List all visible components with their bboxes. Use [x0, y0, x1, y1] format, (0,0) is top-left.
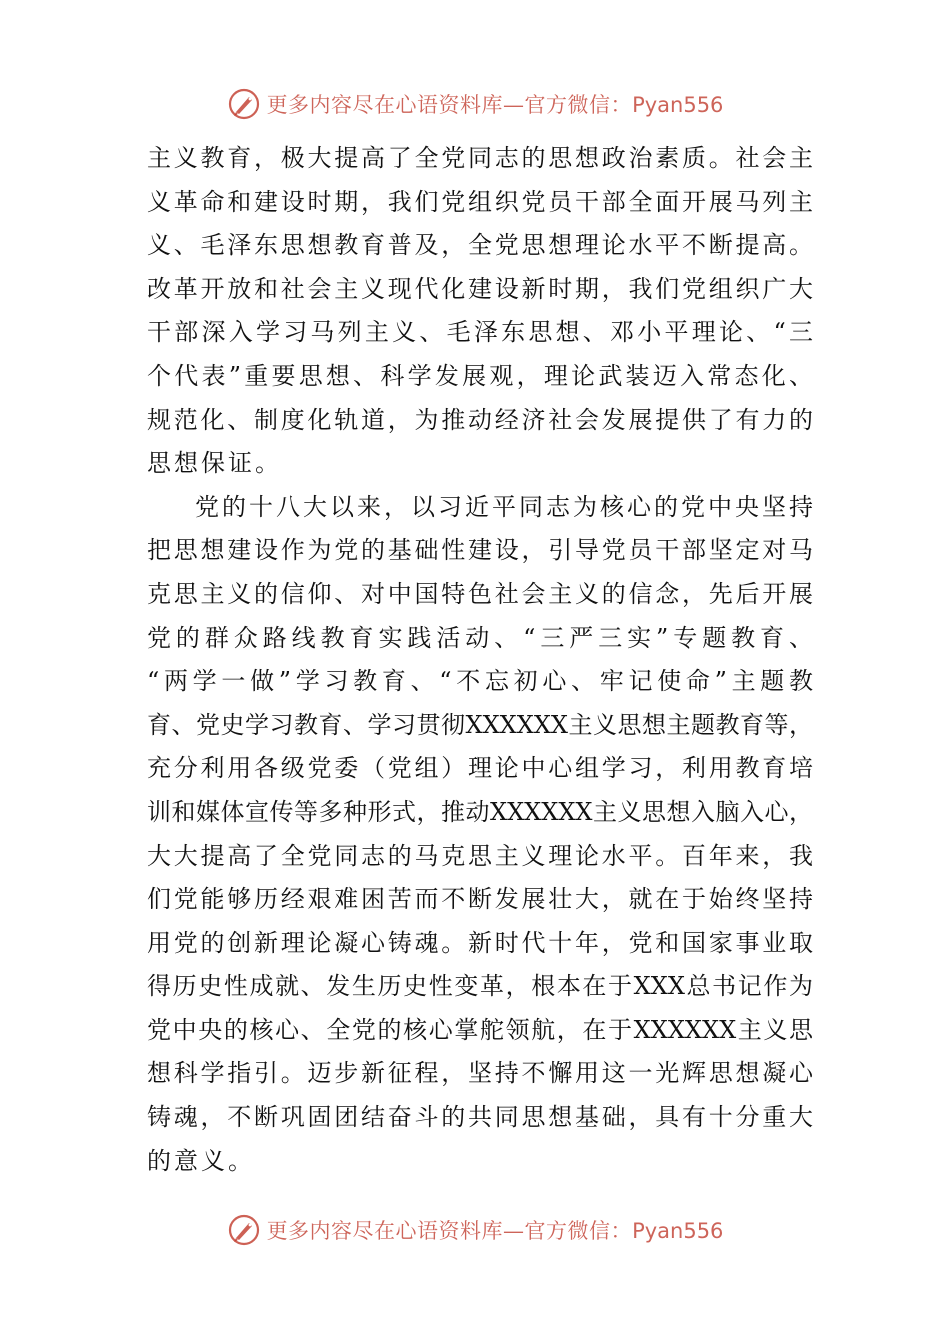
text-line: 大大提高了全党同志的马克思主义理论水平。百年来，我	[147, 841, 813, 870]
watermark-brand: Pyan556	[632, 93, 724, 117]
watermark-text: 更多内容尽在心语资料库—官方微信：Pyan556	[266, 1219, 724, 1243]
text-line: 克思主义的信仰、对中国特色社会主义的信念，先后开展	[147, 579, 813, 608]
text-line: 思想保证。	[147, 449, 282, 478]
text-line: 想科学指引。迈步新征程，坚持不懈用这一光辉思想凝心	[147, 1059, 813, 1088]
fountain-pen-icon	[227, 1213, 261, 1247]
text-line: 铸魂，不断巩固团结奋斗的共同思想基础，具有十分重大	[147, 1103, 813, 1132]
text-line: 充分利用各级党委（党组）理论中心组学习，利用教育培	[147, 754, 813, 783]
text-line: 义革命和建设时期，我们党组织党员干部全面开展马列主	[147, 187, 813, 216]
text-line: 义、毛泽东思想教育普及，全党思想理论水平不断提高。	[147, 231, 813, 260]
text-line: 得历史性成就、发生历史性变革，根本在于XXX总书记作为	[147, 972, 813, 1001]
footer-watermark	[0, 1210, 950, 1250]
text-line: 个代表”重要思想、科学发展观，理论武装迈入常态化、	[147, 361, 813, 390]
document-body	[147, 137, 813, 1183]
fountain-pen-icon	[227, 87, 261, 121]
text-line: 们党能够历经艰难困苦而不断发展壮大，就在于始终坚持	[147, 885, 813, 914]
text-line: 把思想建设作为党的基础性建设，引导党员干部坚定对马	[147, 536, 813, 565]
text-line: 主义教育，极大提高了全党同志的思想政治素质。社会主	[147, 144, 813, 172]
watermark-text: 更多内容尽在心语资料库—官方微信：Pyan556	[266, 93, 724, 117]
paragraph-start-line: 党的十八大以来，以习近平同志为核心的党中央坚持	[195, 492, 813, 521]
text-line: 干部深入学习马列主义、毛泽东思想、邓小平理论、“三	[147, 318, 813, 347]
text-line: 训和媒体宣传等多种形式，推动XXXXXX主义思想入脑入心，	[147, 797, 813, 826]
text-line: 党的群众路线教育实践活动、“三严三实”专题教育、	[147, 623, 813, 652]
text-line: 党中央的核心、全党的核心掌舵领航，在于XXXXXX主义思	[147, 1015, 813, 1044]
text-line: 用党的创新理论凝心铸魂。新时代十年，党和国家事业取	[147, 928, 813, 957]
text-line: 育、党史学习教育、学习贯彻XXXXXX主义思想主题教育等，	[147, 710, 813, 739]
text-line: 改革开放和社会主义现代化建设新时期，我们党组织广大	[147, 274, 813, 303]
header-watermark	[0, 84, 950, 124]
text-line: 规范化、制度化轨道，为推动经济社会发展提供了有力的	[147, 405, 813, 434]
text-line: “两学一做”学习教育、“不忘初心、牢记使命”主题教	[147, 667, 813, 696]
watermark-brand: Pyan556	[632, 1219, 724, 1243]
text-line: 的意义。	[147, 1146, 255, 1175]
